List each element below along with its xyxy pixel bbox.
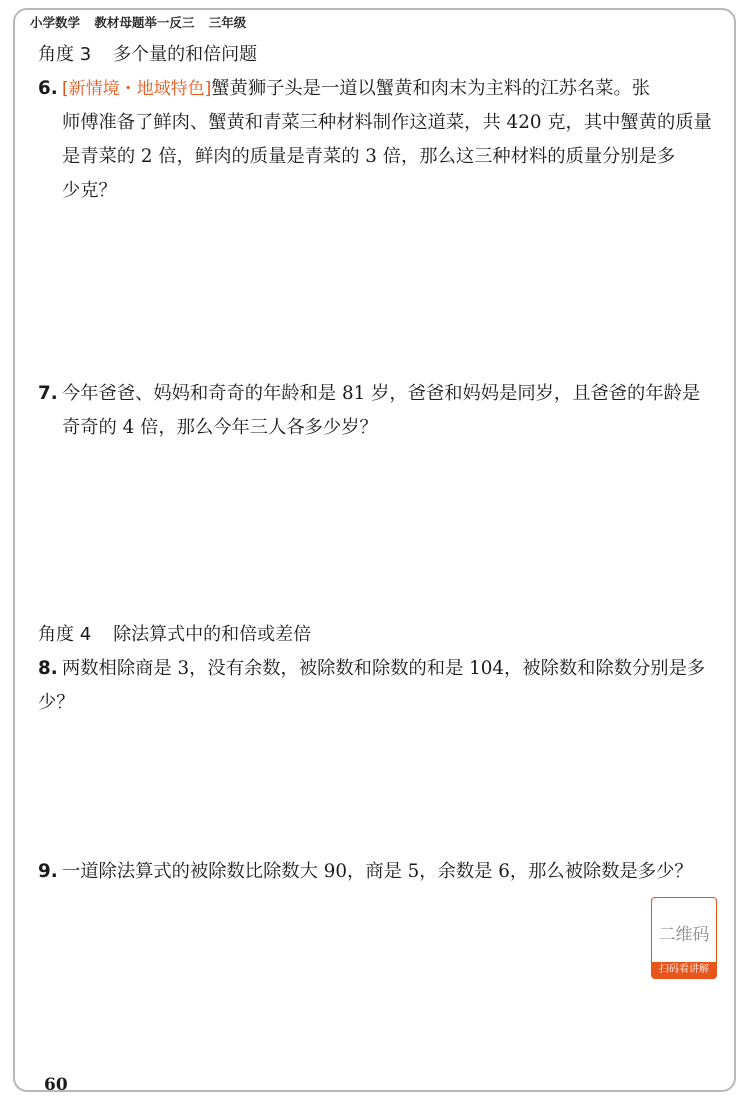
problem-text: 奇奇的 4 倍，那么今年三人各多少岁？ bbox=[62, 417, 378, 438]
header-grade: 三年级 bbox=[208, 15, 247, 30]
page-number: 60 bbox=[44, 1075, 68, 1095]
problem-text: 是青菜的 2 倍，鲜肉的质量是青菜的 3 倍，那么这三种材料的质量分别是多 bbox=[62, 146, 676, 167]
qr-caption: 扫码看讲解 bbox=[652, 962, 716, 978]
problem-number: 7. bbox=[38, 383, 58, 404]
problem-7 bbox=[38, 377, 720, 445]
section-label: 角度 4 bbox=[38, 624, 92, 645]
problem-text: 今年爸爸、妈妈和奇奇的年龄和是 81 岁，爸爸和妈妈是同岁，且爸爸的年龄是 bbox=[62, 383, 701, 404]
qr-placeholder-text: 二维码 bbox=[658, 925, 710, 945]
section-heading-angle-3 bbox=[38, 40, 257, 66]
problem-text: 少克？ bbox=[62, 180, 117, 201]
header-subject: 小学数学 bbox=[30, 15, 81, 30]
header-book: 教材母题举一反三 bbox=[94, 15, 195, 30]
problem-text: 两数相除商是 3，没有余数，被除数和除数的和是 104，被除数和除数分别是多少？ bbox=[38, 658, 706, 713]
problem-8 bbox=[38, 652, 720, 720]
problem-text: 师傅准备了鲜肉、蟹黄和青菜三种材料制作这道菜，共 420 克，其中蟹黄的质量 bbox=[62, 112, 712, 133]
problem-6 bbox=[38, 72, 720, 208]
qr-code-box[interactable] bbox=[651, 897, 717, 979]
running-header bbox=[30, 13, 256, 31]
section-label: 角度 3 bbox=[38, 44, 92, 65]
section-title: 除法算式中的和倍或差倍 bbox=[113, 624, 312, 645]
section-title: 多个量的和倍问题 bbox=[113, 44, 258, 65]
problem-9 bbox=[38, 855, 720, 889]
problem-text: 一道除法算式的被除数比除数大 90，商是 5，余数是 6，那么被除数是多少？ bbox=[62, 861, 693, 882]
context-tag: [新情境・地域特色] bbox=[62, 79, 212, 99]
problem-number: 8. bbox=[38, 658, 58, 679]
problem-number: 9. bbox=[38, 861, 58, 882]
problem-number: 6. bbox=[38, 78, 58, 99]
section-heading-angle-4 bbox=[38, 620, 311, 646]
problem-text: 蟹黄狮子头是一道以蟹黄和肉末为主料的江苏名菜。张 bbox=[211, 78, 651, 99]
